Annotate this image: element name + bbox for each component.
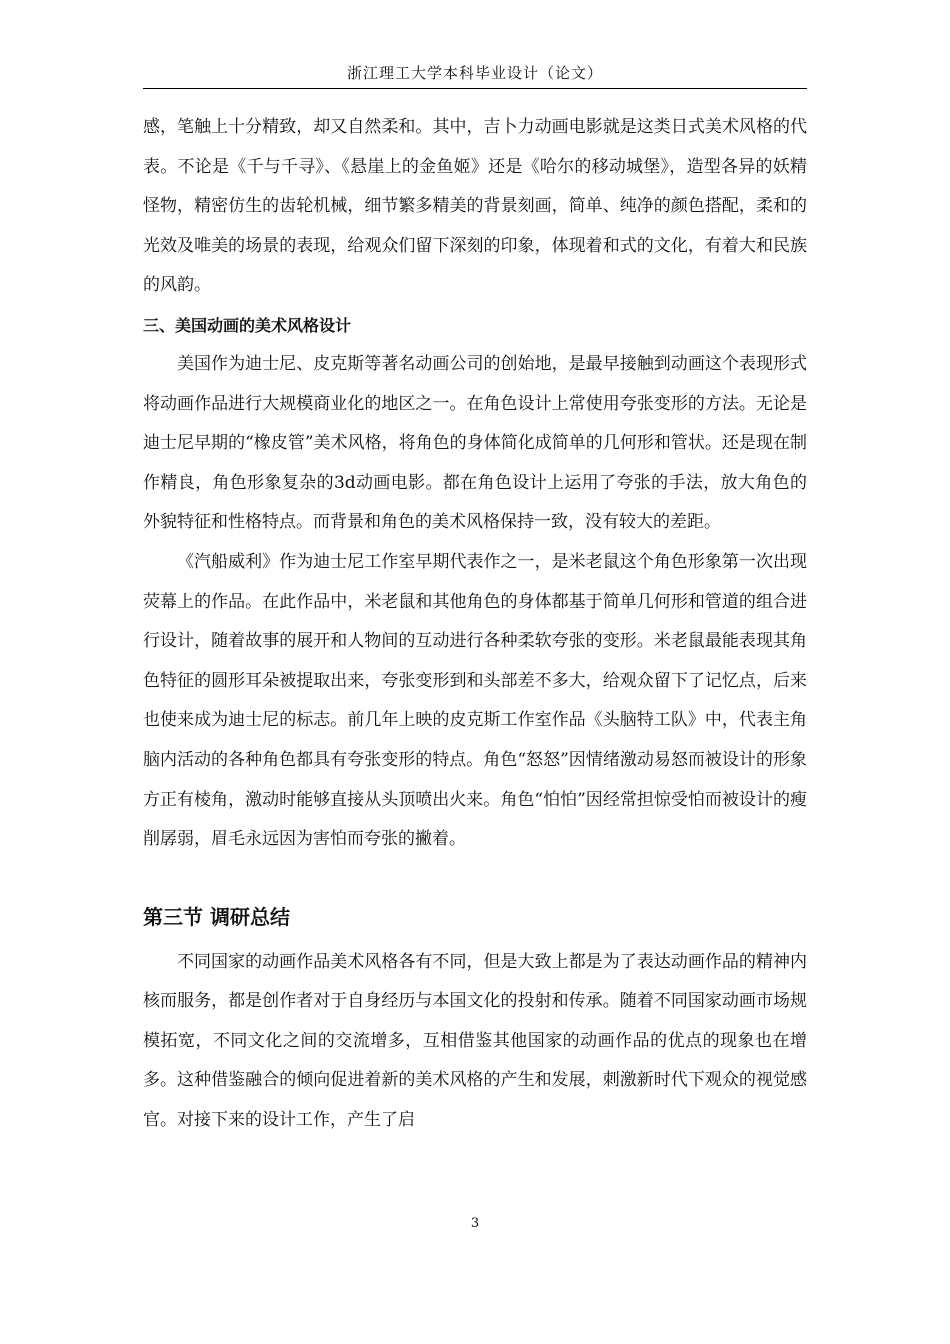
page-header: 浙江理工大学本科毕业设计（论文） xyxy=(346,64,603,82)
paragraph-steamboat-willie: 《汽船威利》作为迪士尼工作室早期代表作之一，是米老鼠这个角色形象第一次出现荧幕上的作品。在此作品中，米老鼠和其他角色的身体都基于简单几何形和管道的组合进行设计，随着故事的展开和人物间的互动进行各种柔软夸张的变形。米老鼠最能表现其角色特征的圆形耳朵被提取出来，夸张变形到和头部差不多大，给观众留下了记忆点，后来也使来成为迪士尼的标志。前几年上映的皮克斯工作室作品《头脑特工队》中，代表主角脑内活动的各种角色都具有夸张变形的特点。角色“怒怒”因情绪激动易怒而被设计的形象方正有棱角，激动时能够直接从头顶喷出火来。角色“怕怕”因经常担惊受怕而被设计的瘦削孱弱，眉毛永远因为害怕而夸张的撇着。 xyxy=(143,551,807,850)
paragraph-american-animation-intro: 美国作为迪士尼、皮克斯等著名动画公司的创始地，是最早接触到动画这个表现形式将动画作品进行大规模商业化的地区之一。在角色设计上常使用夸张变形的方法。无论是迪士尼早期的“橡皮管”美术风格，将角色的身体简化成简单的几何形和管状。还是现在制作精良，角色形象复杂的3d动画电影。都在角色设计上运用了夸张的手法，放大角色的外貌特征和性格特点。而背景和角色的美术风格保持一致，没有较大的差距。 xyxy=(143,353,807,533)
paragraph-research-summary: 不同国家的动画作品美术风格各有不同，但是大致上都是为了表达动画作品的精神内核而服务，都是创作者对于自身经历与本国文化的投射和传承。随着不同国家动画市场规模拓宽，不同文化之间的交流增多，互相借鉴其他国家的动画作品的优点的现象也在增多。这种借鉴融合的倾向促进着新的美术风格的产生和发展，刺激新时代下观众的视觉感官。对接下来的设计工作，产生了启 xyxy=(143,951,807,1131)
subheading-american-animation: 三、美国动画的美术风格设计 xyxy=(143,315,352,335)
page-number: 3 xyxy=(470,1216,480,1231)
page-content xyxy=(143,108,807,1141)
section-title-research-summary: 第三节 调研总结 xyxy=(143,904,290,929)
header-rule xyxy=(143,88,807,89)
paragraph-japanese-style-continued: 感，笔触上十分精致，却又自然柔和。其中，吉卜力动画电影就是这类日式美术风格的代表。不论是《千与千寻》、《悬崖上的金鱼姬》还是《哈尔的移动城堡》，造型各异的妖精怪物，精密仿生的齿轮机械，细节繁多精美的背景刻画，简单、纯净的颜色搭配，柔和的光效及唯美的场景的表现，给观众们留下深刻的印象，体现着和式的文化，有着大和民族的风韵。 xyxy=(143,117,807,296)
